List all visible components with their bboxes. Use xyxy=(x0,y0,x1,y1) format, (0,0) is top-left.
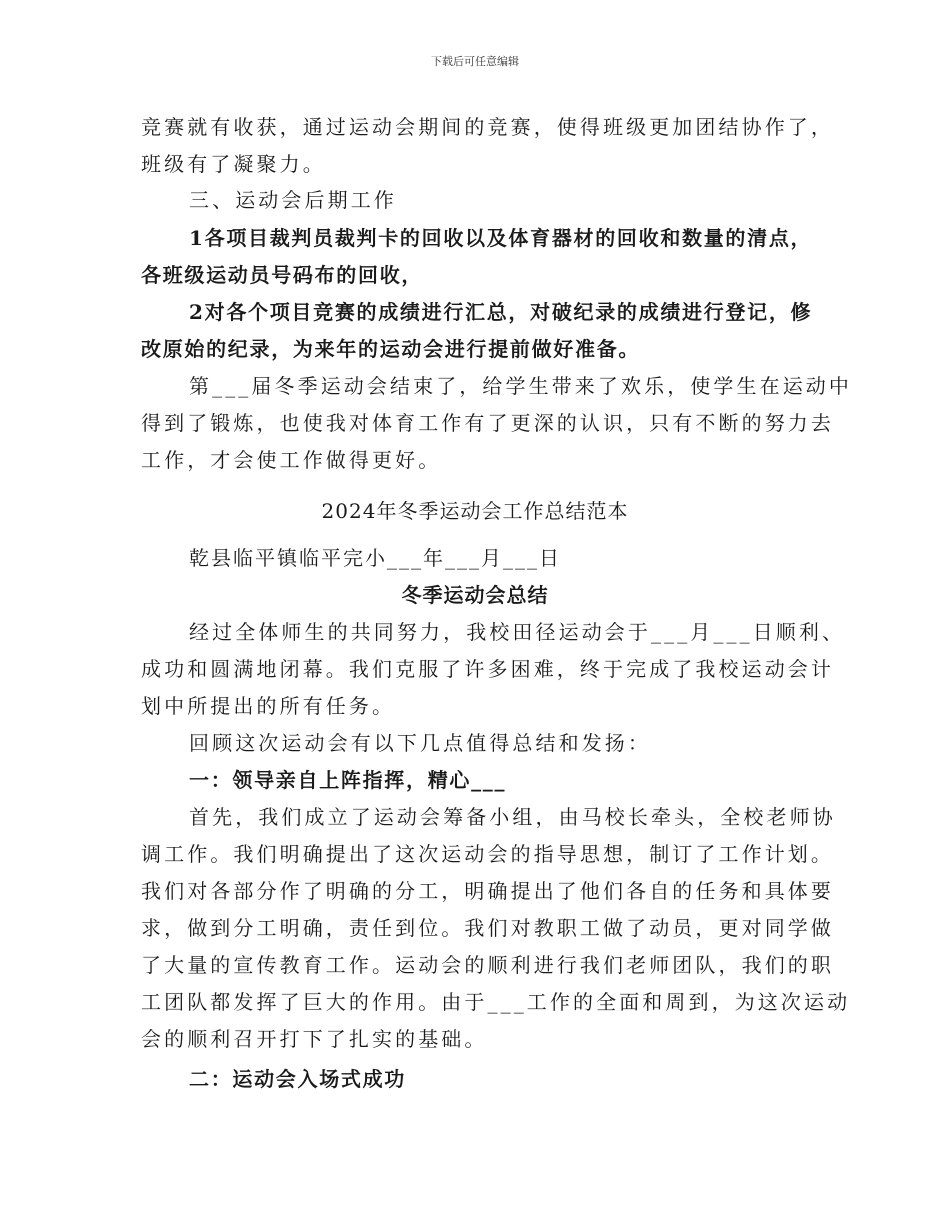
body-line: 回顾这次运动会有以下几点值得总结和发扬： xyxy=(189,731,651,755)
body-line: 求，做到分工明确，责任到位。我们对教职工做了动员，更对同学做 xyxy=(141,916,834,940)
section-heading: 三、运动会后期工作 xyxy=(189,188,397,212)
body-line: 第___届冬季运动会结束了，给学生带来了欢乐，使学生在运动中 xyxy=(189,374,852,398)
section-heading: 一：领导亲自上阵指挥，精心___ xyxy=(189,768,507,792)
body-line: 工团队都发挥了巨大的作用。由于___工作的全面和周到，为这次运动 xyxy=(141,990,851,1014)
body-line: 班级有了凝聚力。 xyxy=(141,152,326,176)
body-line: 首先，我们成立了运动会筹备小组，由马校长牵头，全校老师协 xyxy=(189,805,836,829)
date-line: 乾县临平镇临平完小___年___月___日 xyxy=(189,546,561,570)
page-header: 下载后可任意编辑 xyxy=(431,55,519,68)
body-line: 划中所提出的所有任务。 xyxy=(141,694,396,718)
section-heading: 二：运动会入场式成功 xyxy=(189,1067,406,1091)
body-line: 我们对各部分作了明确的分工，明确提出了他们各自的任务和具体要 xyxy=(141,879,834,903)
body-line: 调工作。我们明确提出了这次运动会的指导思想，制订了工作计划。 xyxy=(141,842,834,866)
body-line: 工作，才会使工作做得更好。 xyxy=(141,448,442,472)
body-line: 成功和圆满地闭幕。我们克服了许多困难，终于完成了我校运动会计 xyxy=(141,657,834,681)
bold-line: 2对各个项目竞赛的成绩进行汇总，对破纪录的成绩进行登记，修 xyxy=(189,300,813,324)
bold-line: 改原始的纪录，为来年的运动会进行提前做好准备。 xyxy=(141,337,641,361)
bold-line: 各班级运动员号码布的回收， xyxy=(141,263,424,287)
body-line: 了大量的宣传教育工作。运动会的顺利进行我们老师团队，我们的职 xyxy=(141,953,834,977)
body-line: 经过全体师生的共同努力，我校田径运动会于___月___日顺利、 xyxy=(189,620,846,644)
document-title: 2024年冬季运动会工作总结范本 xyxy=(321,499,629,523)
document-subtitle: 冬季运动会总结 xyxy=(401,583,549,607)
body-line: 竞赛就有收获，通过运动会期间的竞赛，使得班级更加团结协作了， xyxy=(141,115,834,139)
body-line: 会的顺利召开打下了扎实的基础。 xyxy=(141,1027,488,1051)
bold-line: 1各项目裁判员裁判卡的回收以及体育器材的回收和数量的清点， xyxy=(189,226,813,250)
body-line: 得到了锻炼，也使我对体育工作有了更深的认识，只有不断的努力去 xyxy=(141,411,834,435)
